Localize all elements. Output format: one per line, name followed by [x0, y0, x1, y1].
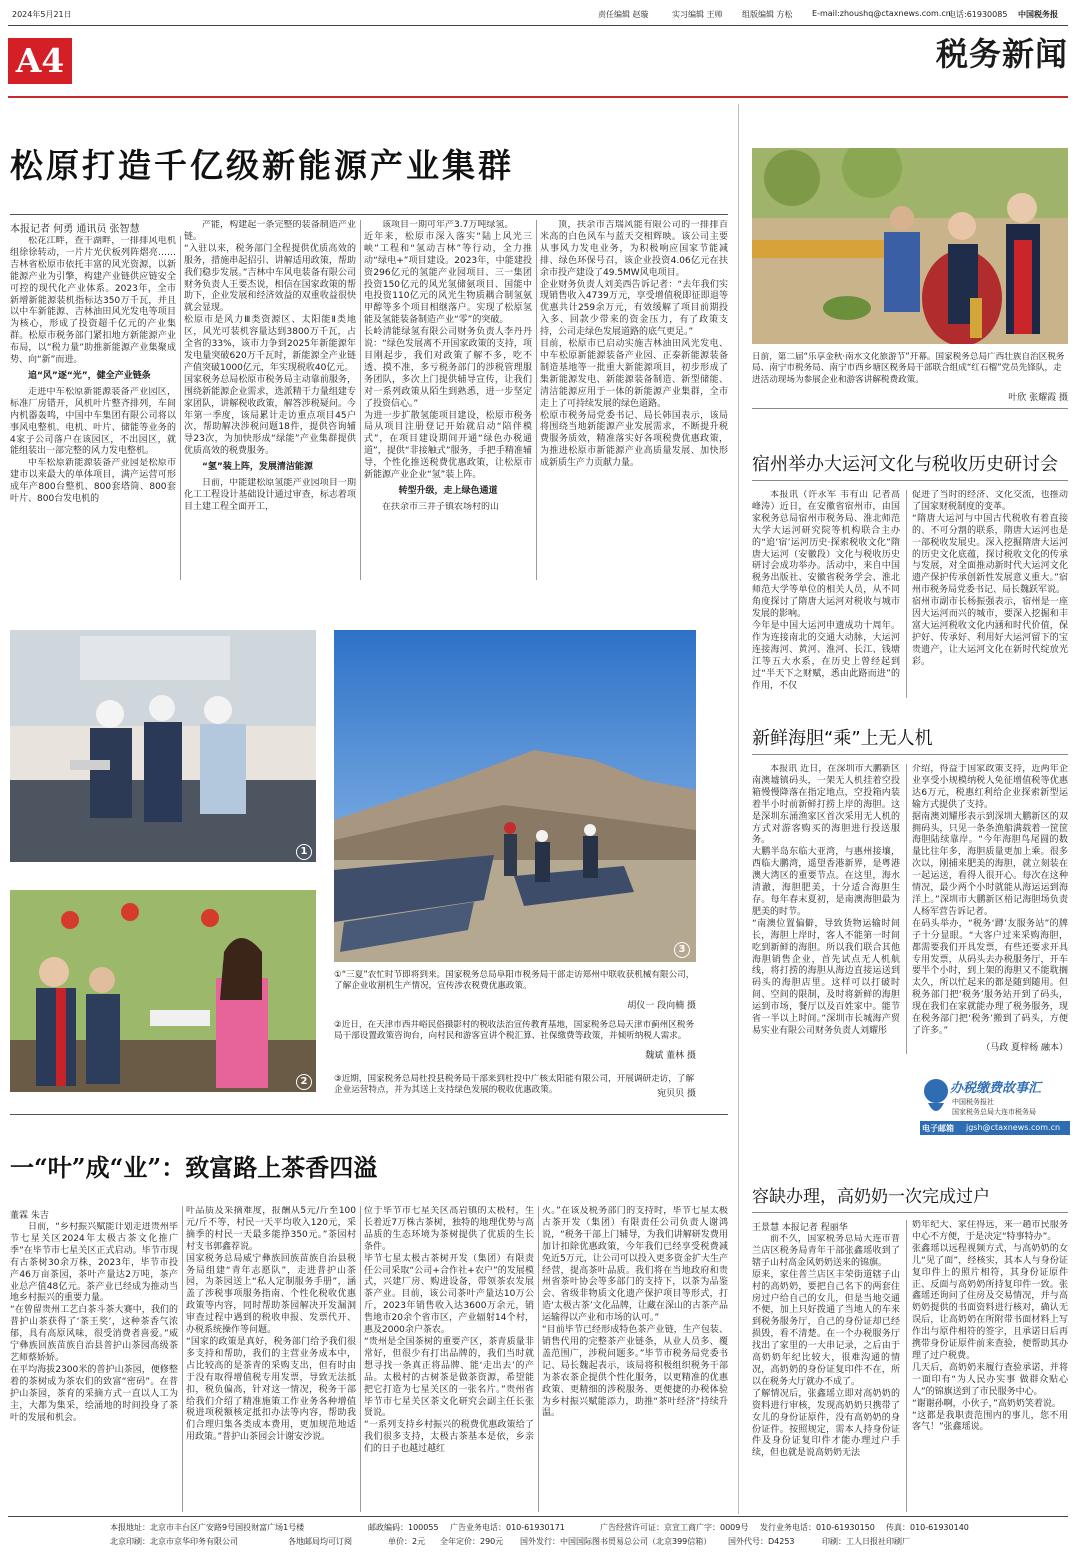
article5-byline: 董霖 朱吉 [10, 1211, 49, 1221]
article3-headline: 新鲜海胆“乘”上无人机 [752, 728, 933, 749]
column-divider [538, 1206, 539, 1512]
column-divider [906, 764, 907, 1054]
section-rule [8, 96, 1068, 98]
story-column-org2: 国家税务总局大连市税务局 [952, 1108, 1036, 1116]
footer-fax: 传真：010-61930140 [886, 1523, 969, 1532]
footer-address: 本报地址：北京市丰台区广安路9号国投财富广场1号楼 [110, 1523, 305, 1532]
article1-col1-text: 松花江畔，查干湖畔，一排排风电机组徐徐转动，一片片光伏板列阵熠亮……吉林省松原市依托丰富的风光资源，以新能源产业为引擎，构建产业链供应链安全可控的现代化产业体系。2023年，全市新增新能源装机指标达350万千瓦，并且以中车新能源、吉林油田风光发电等项目为核心，形成了投资超千亿元的产业集群。松原市税务部门紧扣地方新能源产业布局，以“税力量”助推新能源产业集聚成势、向“新”而进。 [10, 236, 176, 366]
section-title: 税务新闻 [935, 35, 1068, 73]
footer-ad-license: 广告经营许可证：京宣工商广字：0009号 [600, 1523, 749, 1532]
article3-rule [752, 754, 1068, 755]
article1-col1-text-b: 走进中车松原新能源装备产业园区，标准厂房错开，风机叶片整齐排列，车间内机器轰鸣，中国中车集团有限公司将以事风电整机、电机、叶片、储能等业务的4家子公司落户在该园区，不出园区，就能组装出一部完整的风力发电整机。 [10, 386, 176, 457]
editor-intern: 实习编辑 王帅 [672, 10, 723, 19]
article2-column-1: 本报讯（许永军 韦有山 记者高峰涛）近日，在安徽省宿州市，由国家税务总局宿州市税务局、淮北师范大学大运河研究院等机构联合主办的“追‘宿’运河历史·探索税收文化”隋唐大运河（安徽段）文化与税收历史研讨会成功举办。活动中，来自中国税务出版社、安徽省税务学会、淮北师范大学等单位的相关人员，从不同角度探讨了隋唐大运河对税收与城市发展的影响。 今年是中国大运河申遗成功十周年。作为连接南北的交通大动脉，大运河连接海河、黄河、淮河、长江、钱塘江等五大水系，在历史上曾经起到过“半天下之财赋，悉由此路而进”的作用，不仅 [752, 490, 900, 691]
article1-column-4 [540, 220, 728, 582]
article1-rule [10, 214, 728, 215]
article1-col1-text-c: 中车松原新能源装备产业园是松原市建市以来最大的单体项目，满产运营可形成年产800台整机、800套塔筒、800套叶片、800台发电机的 [10, 458, 176, 505]
article3-column-2: 介绍，得益于国家政策支持，近两年企业享受小规模纳税人免征增值税等优惠达6万元，税惠红利给企业探索新型运输方式提供了支持。 据南澳刘耀彤表示到深圳大鹏新区的双拥码头，只见一条条渔船满载着一筐筐海胆陆续靠岸。“今年海胆鸟尾圆的数量比往年多，海胆质量更加上乘。很多次以，刚捕来肥美的海胆，就立刻装在一起运送，看得人很开心。每次在这种情况，最少两个小时就能从海运运到海洋上。”深圳市大鹏新区梧记海胆场负责人杨军营告诉记者。 在码头举办，“税务‘蹲’友服务站”的牌子十分显眼。“大客户过来采购海胆，都需要我们开具发票，有些还要求开具专用发票，从码头去办税服务厅，开车要半个小时，到上架的海胆又不能耽搁太久，所以忙起来的都是随到随用。但税务部门把‘税务’服务站开到了码头，现在我们在家就能办理了税务服务，现在税务部门把‘税务’搬到了码头，方便了许多。” [912, 764, 1068, 1036]
newspaper-name: 中国税务报 [1018, 10, 1058, 19]
story-column-org1: 中国税务报社 [952, 1098, 994, 1106]
top-photo-caption: 日前，第二届“乐享金秋·南水文化旅游节”开幕。国家税务总局广西壮族自治区税务局、南宁市税务局、南宁市西乡塘区税务局干部联合组成“红石榴”党员先锋队，走进活动现场为参展企业和游客讲解税费政策。 [752, 352, 1065, 385]
photo-number-2: 2 [296, 1074, 312, 1090]
photo-number-3: 3 [674, 942, 690, 958]
article4-column-1: 前不久，国家税务总局大连市普兰店区税务局青年干部张鑫瑶收到了辖子山村高金风奶奶送来的锦旗。 原来，家住普兰店区丰荣街道辖子山村的高奶奶，要把自己名下的两套住房过户给自己的女儿，但是当地交通不便，加上只好拨通了当地人的车来到税务服务厅，自己的身份证却已经损毁，看不清楚。在一个办税服务厅找出了家里的一大串记录，之后由于高奶奶年纪比较大，很难沟通的情况，高奶奶的身份证复印件不在，所以在税务大厅就办不成了。 了解情况后，张鑫瑶立即对高奶奶的资料进行审核，发现高奶奶只携带了女儿的身份证原件，没有高奶奶的身份证件。按照规定，需本人持身份证件及身份证复印件才能办理过户手续，但也就是说高奶奶无法 [752, 1234, 900, 1459]
photo-tax-publicity-festival [752, 148, 1068, 344]
photo-1-workers-inspection [10, 630, 316, 862]
footer-price: 单价：2元 [388, 1537, 426, 1546]
article5-column-1: 日前，“乡村振兴赋能计划走进贵州毕节七星关区2024年太极古茶文化推广季”在毕节市七星关区正式启动。毕节市现有古茶树30余万株，2023年，毕节市投产46万亩茶园，茶叶产量达2万吨，茶产业总产值48亿元。茶产业已经成为推动当地乡村振兴的重要力量。 “在曾留贵州工艺白茶斗茶大赛中，我们的普护山茶获得了‘茶王奖’，这种茶香气浓郁，具有高原风味，很受消费者喜爱。”威宁彝族回族苗族自治县普护山茶园高级茶艺师蔡娇娇。 在平均海拔2300米的普护山茶园，便修整着的茶树成为茶农们的致富“密码”。在普护山茶园，茶育的采摘方式一直以人工为主，大都为集采，绘涌地的时间投身了茶叶的发展和机会。 [10, 1222, 178, 1423]
article2-column-2: 促进了当时的经济、文化交流，也推动了国家财税制度的变革。 “隋唐大运河与中国古代税收有着直接的、不可分割的联系，隋唐大运河也是一部税收发展史。深入挖掘隋唐大运河的历史文化底蕴，探讨税收文化的传承与发展，对全面推动新时代大运河文化遗产保护传承创新性发展意义重大。”宿州市税务局党委书记、局长魏跃军说。 宿州市副市长杨振强表示，宿州是一座因大运河而兴的城市，要深入挖掘和丰富大运河税收文化内涵和时代价值，保护好、传承好、利用好大运河留下的宝贵遗产，让大运河文化在新时代绽放光彩。 [912, 490, 1068, 667]
header-phone: 电话:61930085 [948, 10, 1008, 19]
footer-postcode: 邮政编码：100055 [368, 1523, 439, 1532]
article5-column-3: 位于毕节市七星关区高岩镇的太极村，生长着近7万株古茶树，独特的地理优势与高品质的生态环境为茶树提供了优质的生长条件。 毕节七星太极古茶树开发（集团）有限责任公司采取“公司+合作社+农户”的发展模式，兴建厂房、购进设备，带领茶农发展茶产业。目前，该公司茶叶产量达10万公斤，2023年销售收入达3600万余元，销售地市20余个省市区，产业辐射14个村，惠及2000余户茶农。 “贵州是全国茶树的重要产区，茶青质量非常好，但很少有打出品牌的，我们当时就想寻找一条真正将品牌、能‘走出去’的产品。太极村的古树茶是做茶资源，希望能把它打造为七星关区的一张名片。”贵州省毕节市七星关区茶文化研究会副主任长张贤说。 “一系列支持乡村振兴的税费优惠政策给了我们很多支持，太极古茶基本是依，乡亲们的日子也越过越红 [364, 1206, 534, 1455]
article1-col2-text: 产能，构建起一条完整的装备制造产业链。 “入驻以来，税务部门全程提供优质高效的服务，措施串起招引、讲解适用政策，帮助我们稳步发展。”吉林中车风电装备有限公司财务负责人王要杰说，相信在国家政策的帮助下，企业发展和经济效益的双重收益很快就会显现。 松原市是风力Ⅲ类资源区、太阳能Ⅱ类地区，风光可装机容量达到3800万千瓦，占全省的33%，该市力争到2025年新能源年发电量突破620万千瓦时，新能源全产业链产值突破1000亿元，年实现税收40亿元。 国家税务总局松原市税务局主动靠前服务，围绕新能源企业需求，选派精干力量组建专家团队，讲解税收政策，解答涉税疑问。今年第一季度，该局累计走访重点项目45户次，帮助解决涉税问题18件，提供咨询辅导23次，为加快形成“绿能”产业集群提供优质高效的税费服务。 [184, 220, 356, 457]
article5-column-2: 叶品质及采摘难度，报酬从5元/斤至100元/斤不等，村民一天平均收入120元，采摘季的村民一天最多能挣350元。”茶园村村支书郭鑫荐说。 国家税务总局威宁彝族回族苗族自治县税务局组建“青年志愿队”，走进普护山茶园，为茶园送上“私人定制服务手册”，涵盖了涉税事项服务指南、个性化税收优惠政策等内容，同时帮助茶园解决开发漏洞审查过程中遇到的税收申报、发票代开、办税系统操作等问题。 “国家的政策是真好，税务部门给予我们很多支持和帮助，我们的主营业务成本中，占比较高的是茶青的采购支出，但有时由于没有取得增值税专用发票，导致无法抵扣，税负偏高，针对这一情况，税务干部给我们介绍了精准施策工作业务各种增值税进项税额核定抵扣办法等内容，帮助我们合理归集各类成本费用，更加规范地适用政策。”普护山茶园会计谢安沙说。 [186, 1206, 356, 1443]
editor-responsible: 责任编辑 赵璇 [598, 10, 649, 19]
photo-caption-3: ③近期，国家税务总局杜投县税务局干部来到杜投中广核太阳能有限公司，开展调研走访，了解企业运营特点，并为其送上支持绿色发展的税收优惠政策。 [334, 1074, 695, 1096]
column-divider [906, 1220, 907, 1512]
article1-column-3 [364, 220, 532, 582]
header-email: E-mail:zhoushq@ctaxnews.com.cn [812, 9, 951, 18]
article3-column-1: 本报讯 近日，在深圳市大鹏新区南澳墟镇码头，一架无人机挂着空投箱慢慢降落在指定地点，空投箱内装着半小时前新鲜打捞上岸的海胆。这是深圳东涌渔家区首次采用无人机的方式对游客购买的海胆进行投送服务。 大鹏半岛东临大亚湾，与惠州接壤，西临大鹏湾，遥望香港新界，是粤港澳大湾区的重要节点。在这里，海水清澈，海胆肥美，十分适合海胆生存。每年春末夏初，是南澳海胆最为肥美的时节。 “南澳位置偏僻，导致货物运输时间长，海胆上岸时，客人不能第一时间吃到新鲜的海胆。所以我们联合其他海胆销售企业，首先试点无人机航线，将打捞的海胆从海边直接运送到码头的海胆店里。这样可以打破时间、空间的限制，及时将新鲜的海胆运到市场，餐厅以及百姓家中。能节省一半以上时间。”深圳市长城海产贸易实业有限公司财务负责人刘耀彤 [752, 764, 900, 1036]
footer-print-mark: 印刷：工人日报社印刷厂 [822, 1537, 910, 1546]
column-divider [182, 1206, 183, 1512]
footer-delivery: 各地邮局均可订阅 [288, 1537, 352, 1546]
article1-col3-subhead: 转型升级，走上绿色通道 [398, 485, 498, 496]
page-number-badge: A4 [8, 38, 72, 84]
column-divider [360, 220, 361, 580]
photo-credit-3: 宛贝贝 摄 [657, 1089, 696, 1099]
right-sidebar-divider [738, 104, 739, 1514]
footer-distribution: 国外发行：中国国际图书贸易总公司（北京399信箱） [520, 1537, 712, 1546]
article3-credit: （马政 夏梓杨 融本） [981, 1043, 1068, 1053]
article4-column-2: 奶年纪大、家住得远，来一趟市民服务中心不方便，于是决定“特事特办”。 张鑫瑶以远程视频方式，与高奶奶的女儿“见了面”，经核实，其本人与身份证复印件上的照片相符，其身份证原件正、反面与高奶奶所持复印件一致。张鑫瑶还询问了住房及交易情况，并与高奶奶提供的书面资料进行核对，确认无误后，让高奶奶在所附带书面材料上写作出与原件相符的签字，且承诺日后再携带身份证原件前来查验，便帮助其办理了过户税费。 几天后，高奶奶来履行查验承诺，并将一面印有“为人民办实事 做群众贴心人”的锦旗送到了市民服务中心。 “谢谢孙啊，小伙子，”高奶奶笑着说。 “这都是我职责范围内的事儿，您不用客气！”张鑫瑶说。 [912, 1220, 1068, 1433]
article4-headline: 容缺办理，高奶奶一次完成过户 [752, 1187, 990, 1207]
photo-credit-2: 魏斌 董林 摄 [645, 1051, 696, 1061]
photo-3-solar-plant-visit [334, 630, 696, 962]
article1-col1-subhead: 追“风”逐“光”，健全产业链条 [28, 370, 151, 381]
story-column-logo [920, 1073, 1070, 1135]
editor-layout: 组版编辑 方松 [742, 10, 793, 19]
article4-byline: 王景慧 本报记者 程丽华 [752, 1223, 848, 1233]
article4-rule [752, 1212, 1068, 1213]
story-email-label: 电子邮箱 [922, 1124, 954, 1133]
article1-column-1 [10, 236, 176, 582]
article1-col2-subhead: “氢”装上阵，发展清洁能源 [202, 462, 313, 473]
article1-col3-text-b: 在扶余市三井子镇农场村的山 [382, 501, 500, 512]
photo-number-1: 1 [296, 844, 312, 860]
article1-headline: 松原打造千亿级新能源产业集群 [10, 146, 514, 185]
article1-col4-text: 顶，扶余市吉瑞风能有限公司的一排排百米高的白色风车与蓝天交相辉映。该公司主要从事风力发电业务，为积极响应国家节能减排、绿色环保号召，该企业投资4.06亿元在扶余市投产建设了49.5MW风电项目。 企业财务负责人刘美西告诉记者：“去年我们实现销售收入4739万元，享受增值税即征即退等优惠共计259余万元，有效缓解了项目前期投入多、回款少带来的资金压力，有了政策支持，公司走绿色发展道路的底气更足。” 目前，松原市已启动实施吉林油田风光发电、中车松原新能源装备产业园、正泰新能源装备制造基地等一批重大新能源项目，初步形成了集新能源发电、新能源装备制造、新型储能、清洁能源应用于一体的新能源产业集群，全市走上了可持续发展的绿色道路。 松原市税务局党委书记、局长韩国表示，该局将围绕当地新能源产业发展需求，不断提升税费服务质效，精准落实好各项税费优惠政策，为推进松原市新能源产业高质量发展、加快形成新质生产力贡献力量。 [540, 220, 728, 469]
story-email: jgsh@ctaxnews.com.cn [966, 1123, 1061, 1132]
column-divider [906, 490, 907, 698]
photo-caption-2: ②近日，在天津市西井峪民俗摄影村的税收法治宣传教育基地，国家税务总局天津市蓟州区税务局干部设置政策咨询台，向村民和游客宣讲个税汇算、社保缴费等政策，并倾听纳税人需求。 [334, 1020, 695, 1042]
column-divider [360, 1206, 361, 1512]
sidebar-rule [752, 408, 1068, 409]
article1-col2-text-b: 日前，中能建松原氢能产业园项目一期化工工程设计基础设计通过审查，标志着项目土建工程全面开工， [184, 478, 356, 512]
top-photo-credit: 叶欣 张耀霞 摄 [1008, 393, 1068, 403]
footer-annual-price: 全年定价：290元 [440, 1537, 504, 1546]
article5-column-4: 火。”在该及税务部门的支持时，毕节七星太极古茶开发（集团）有限责任公司负责人谢鸿说，“税务干部上门辅导，为我们讲解研发费用加计扣除优惠政策，今年我们已经享受税费减免近5万元，让公司可以投入更多资金扩大生产经营，提高茶叶品质。我们将在当地政府和贵州省茶叶协会等多部门的支持下，以茶为品鉴会、省级非物质文化遗产保护项目等形式，打造‘太极古茶’文化品牌，让藏在深山的古茶产品运输得以产业和市场的认可。” “目前毕节已经形成特色茶产业链，生产包装、销售代用的完整茶产业链条，从业人员多、覆盖范围广，涉税问题多。”毕节市税务局党委书记、局长魏起表示，该局将积极组织税务干部为茶农茶企提供个性化服务，以更精准的优惠政策、更精细的涉税服务、更便捷的办税体验为乡村振兴赋能添力，助推“茶叶经济”持续升温。 [542, 1206, 728, 1419]
photo-credit-1: 胡仪一 段向楠 摄 [627, 1001, 696, 1011]
article2-rule [752, 480, 1068, 481]
column-divider [536, 220, 537, 580]
article5-headline: 一“叶”成“业”：致富路上茶香四溢 [10, 1153, 378, 1182]
story-column-title: 办税缴费故事汇 [950, 1081, 1042, 1096]
footer-ad-phone: 广告业务电话：010-61930171 [450, 1523, 565, 1532]
article1-column-2 [184, 220, 356, 582]
footer-foreign-code: 国外代号：D4253 [728, 1537, 795, 1546]
column-divider [180, 236, 181, 580]
photo-2-policy-consultation [10, 890, 316, 1092]
header-strip [0, 0, 1076, 26]
footer-printer: 北京印刷：北京市京华印务有限公司 [110, 1537, 238, 1546]
article1-byline: 本报记者 何勇 通讯员 张智慧 [10, 224, 140, 235]
issue-date: 2024年5月21日 [12, 10, 72, 19]
footer-rule [8, 1516, 1068, 1517]
footer-dist-phone: 发行业务电话：010-61930150 [760, 1523, 875, 1532]
photo-caption-1: ①“三夏”农忙时节即将到来。国家税务总局阜阳市税务局干部走访郑州中联收获机械有限公司，了解企业收割机生产情况，宣传涉农税费优惠政策。 [334, 970, 695, 992]
article2-headline: 宿州举办大运河文化与税收历史研讨会 [752, 454, 1058, 475]
article1-col3-text: 该项目一期可年产3.7万吨绿氢。 近年来，松原市深入落实“陆上风光三峡”工程和“氢动吉林”等行动，全力推动“绿电+”项目建设。2023年，中能建投资296亿元的氢能产业园项目、三一集团投资150亿元的风光氢储氨项目、国能中电投资110亿元的风光生物质耦合制氢氨甲醇等多个项目相继落户。实现了松原氢能及氢能装备制造产业“零”的突破。 长岭清能绿氢有限公司财务负责人李丹丹说：“绿色发展离不开国家政策的支持，项目刚起步，我们对政策了解不多，吃不透、摸不准，多亏税务部门的涉税管理服务团队，多次上门提供辅导宣传，让我们对一系列政策从陌生到熟悉，进一步坚定了投资信心。” 为进一步扩散氢能项目建设，松原市税务局从项目注册登记开始就启动“陪伴模式”，在项目建设期间开通“绿色办税通道”，提供“非接触式”服务，手把手精准辅导，个性化推送税费优惠政策，让松原市新能源产业企业“氢”装上阵。 [364, 220, 532, 481]
footer [0, 1518, 1076, 1552]
article5-top-rule [10, 1114, 728, 1115]
